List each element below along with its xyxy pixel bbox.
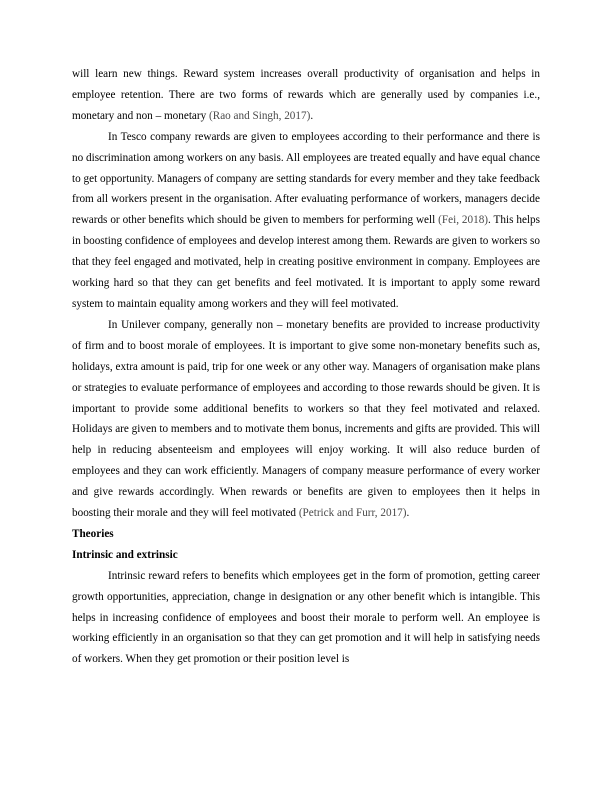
body-paragraph: Intrinsic reward refers to benefits which employees get in the form of promotion, getting career growth opportunities, appreciation, change in designation or any other benefit which is intangible. This helps in increasing confidence of employees and boost their morale to perform well. An employee is working efficiently in an organisation so that they can get promotion and it will help in satisfying needs of workers. When they get promotion or their position level is <box>72 569 540 666</box>
body-paragraph <box>72 315 540 524</box>
citation: (Petrick and Furr, 2017) <box>298 507 407 520</box>
body-paragraph <box>72 127 540 315</box>
subsection-heading: Intrinsic and extrinsic <box>72 548 178 561</box>
paragraph-text: In Tesco company rewards are given to employees according to their performance and there is no discrimination among workers on any basis. All employees are treated equally and have equal chance to get opportunity. Managers of company are setting standards for every member and they take feedback from all workers present in the organisation. After evaluating performance of workers, managers decide rewards or other benefits which should be given to members for performing well <box>72 130 540 227</box>
body-paragraph <box>72 64 540 127</box>
document-page <box>72 64 540 670</box>
citation: (Rao and Singh, 2017) <box>209 109 311 122</box>
paragraph-text: . <box>310 109 314 122</box>
paragraph-text: will learn new things. Reward system increases overall productivity of organisation and helps in employee retention. There are two forms of rewards which are generally used by companies i.e., monetary and non – monetary <box>72 68 540 122</box>
paragraph-text: In Unilever company, generally non – monetary benefits are provided to increase productivity of firm and to boost morale of employees. It is important to give some non-monetary benefits such as, holidays, extra amount is paid, trip for one week or any other way. Managers of organisation make plans or strategies to evaluate performance of employees and according to those rewards should be given. It is important to provide some additional benefits to workers so that they feel motivated and relaxed. Holidays are given to members and to motivate them bonus, increments and gifts are provided. This will help in reducing absenteeism and employees will enjoy working. It will also reduce burden of employees and they can work efficiently. Managers of company measure performance of every worker and give rewards accordingly. When rewards or benefits are given to employees then it helps in boosting their morale and they will feel motivated <box>72 318 540 520</box>
citation: (Fei, 2018) <box>438 214 489 227</box>
paragraph-text: . This helps in boosting confidence of employees and develop interest among them. Rewards are given to workers so that they feel engaged and motivated, help in creating positive environment in company. Employees are working hard so that they can get benefits and feel motivated. It is important to apply some reward system to maintain equality among workers and they will feel motivated. <box>72 214 540 310</box>
section-heading: Theories <box>72 527 114 540</box>
paragraph-text: . <box>406 507 410 520</box>
